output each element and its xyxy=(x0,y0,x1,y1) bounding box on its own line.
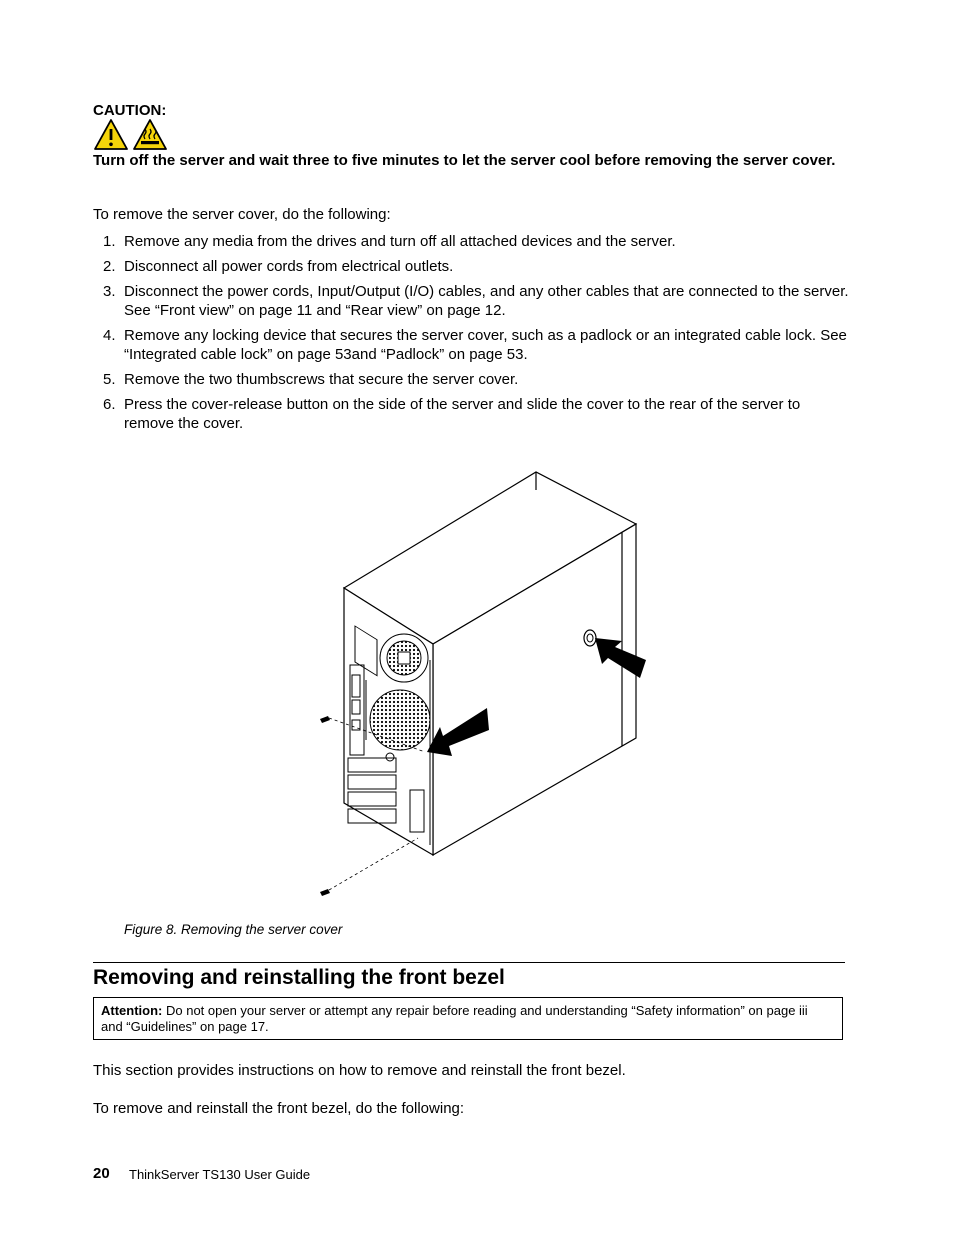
section-divider xyxy=(93,962,845,963)
attention-text xyxy=(101,1003,831,1035)
attention-label: Attention: xyxy=(101,1003,163,1018)
step-number: 3. xyxy=(103,283,116,300)
step-number: 4. xyxy=(103,327,116,344)
step-text: Disconnect all power cords from electrical outlets. xyxy=(124,258,454,275)
attention-notice xyxy=(93,997,843,1040)
step-number: 1. xyxy=(103,233,116,250)
caution-text: Turn off the server and wait three to five minutes to let the server cool before removing the server cover. xyxy=(93,152,836,169)
step-number: 6. xyxy=(103,396,116,413)
step-text: Remove the two thumbscrews that secure the server cover. xyxy=(124,371,519,388)
page-number: 20 xyxy=(93,1165,110,1182)
step-text: Remove any locking device that secures the server cover, such as a padlock or an integrated cable lock. See “Integrated cable lock” on page 53and “Padlock” on page 53. xyxy=(124,327,847,363)
cover-release-button-icon xyxy=(584,630,596,646)
section-paragraph: To remove and reinstall the front bezel, do the following: xyxy=(93,1100,465,1117)
step-text: Remove any media from the drives and turn off all attached devices and the server. xyxy=(124,233,676,250)
section-paragraph: This section provides instructions on how to remove and reinstall the front bezel. xyxy=(93,1062,626,1079)
step-text: Press the cover-release button on the side of the server and slide the cover to the rear of the server to remove the cover. xyxy=(124,396,801,432)
step-number: 2. xyxy=(103,258,116,275)
section-heading: Removing and reinstalling the front bezel xyxy=(93,966,505,989)
step-number: 5. xyxy=(103,371,116,388)
intro-text: To remove the server cover, do the following: xyxy=(93,206,391,223)
warning-icon xyxy=(95,120,127,149)
hot-surface-icon xyxy=(134,120,166,149)
caution-icons xyxy=(93,118,173,152)
step-text: Disconnect the power cords, Input/Output (I/O) cables, and any other cables that are connected to the server. See “Front view” on page 11 and “Rear view” on page 12. xyxy=(124,283,849,319)
caution-title: CAUTION: xyxy=(93,102,167,119)
book-title: ThinkServer TS130 User Guide xyxy=(129,1167,311,1182)
figure-caption: Figure 8. Removing the server cover xyxy=(124,922,343,937)
server-cover-illustration xyxy=(310,460,650,905)
attention-body: Do not open your server or attempt any repair before reading and understanding “Safety information” on page iii and “Guidelines” on page 17. xyxy=(101,1003,808,1034)
